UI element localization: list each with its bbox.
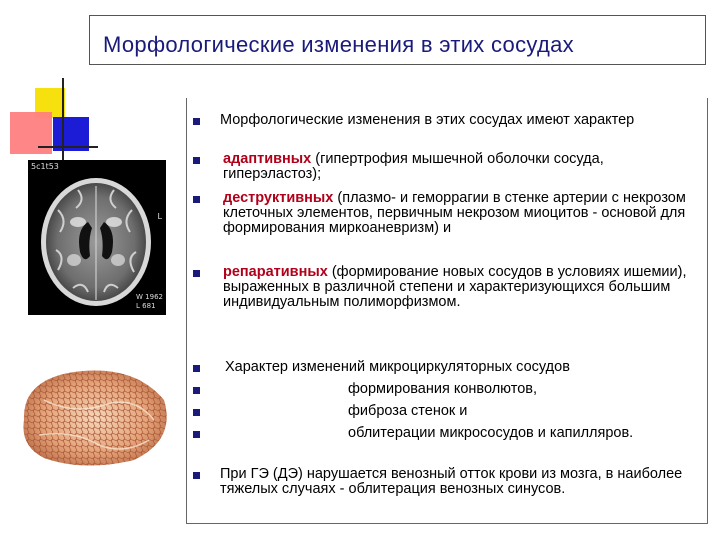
list-item-rest: (гипертрофия мышечной оболочки сосуда, гиперэластоз); (223, 151, 604, 182)
list-item-text: фиброза стенок и (348, 403, 468, 419)
list-item-text: облитерации микрососудов и капилляров. (348, 425, 634, 441)
mri-window-level: L 681 (136, 302, 156, 310)
bullet-marker (193, 196, 200, 203)
bullet-marker (193, 270, 200, 277)
mri-brain-drawing (28, 160, 166, 315)
list-item-text: формирования конволютов, (348, 381, 538, 397)
microvessel-cast-image (14, 360, 174, 470)
list-item-text: Характер изменений микроциркуляторных сосудов (225, 359, 570, 375)
bullet-marker (193, 472, 200, 479)
bullet-marker (193, 431, 200, 438)
mri-brain-scan-image (28, 160, 166, 315)
mri-window-width: W 1962 (136, 293, 163, 301)
list-item-text (223, 191, 701, 236)
bullet-marker (193, 118, 200, 125)
list-item-rest: (плазмо- и геморрагии в стенке артерии с некрозом клеточных элементов, первичным некрозом миоцитов - основой для формирования миркоаневризм) и (223, 190, 686, 236)
list-item-text: При ГЭ (ДЭ) нарушается венозный отток крови из мозга, в наиболее тяжелых случаях - облитерация венозных синусов. (220, 466, 683, 497)
list-item-rest: (формирование новых сосудов в условиях ишемии), выраженных в различной степени и характеризующихся большим индивидуальным полиморфизмом. (223, 264, 687, 310)
highlight-adaptive: адаптивных (223, 151, 312, 167)
mri-side-label: L (157, 212, 162, 221)
bullet-marker (193, 365, 200, 372)
bullet-marker (193, 409, 200, 416)
mri-corner-label: 5c1t53 (31, 162, 59, 171)
highlight-destructive: деструктивных (223, 190, 334, 206)
highlight-reparative: репаративных (223, 264, 328, 280)
mri-window-label (136, 293, 163, 311)
decor-horizontal-line (38, 146, 98, 148)
bullet-marker (193, 387, 200, 394)
microvessel-drawing (14, 360, 174, 470)
bullet-marker (193, 157, 200, 164)
list-item-text (223, 152, 701, 182)
decor-vertical-line (62, 78, 64, 164)
slide-title: Морфологические изменения в этих сосудах (89, 15, 706, 65)
list-item-text (223, 265, 701, 310)
list-item-text: Морфологические изменения в этих сосудах имеют характер (220, 112, 635, 128)
